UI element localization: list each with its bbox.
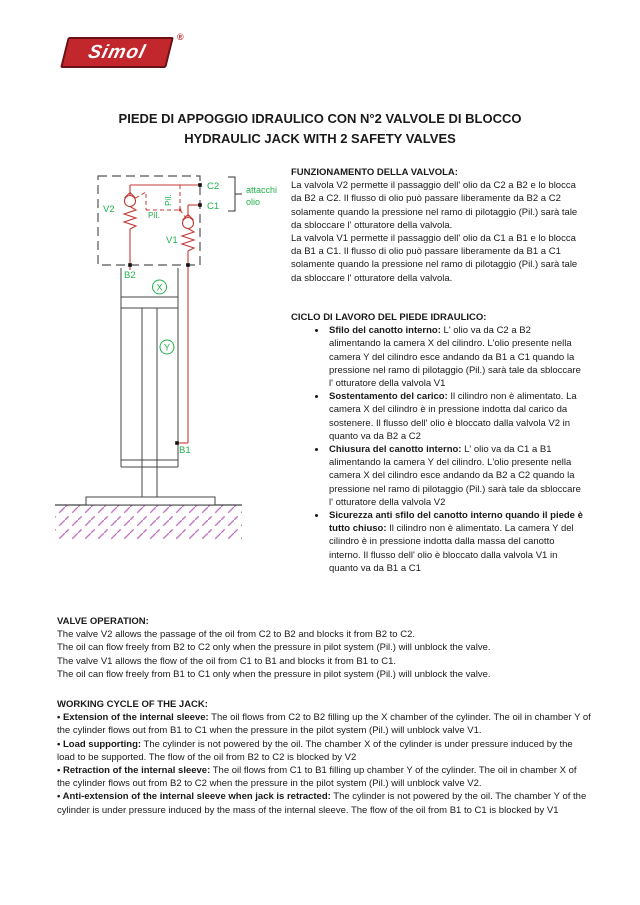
ground-hatching	[55, 505, 242, 541]
label-c1: C1	[207, 201, 220, 212]
v2-spring	[124, 207, 136, 230]
list-item: • Load supporting: The cylinder is not powered by the oil. The chamber X of the cylinder is under pressure induced by the load to be supported. The flow of the oil from B2 to C2 is blocked by V2	[57, 738, 573, 763]
list-item: • Extension of the internal sleeve: The oil flows from C2 to B2 filling up the X chamber of the cylinder. The oil in chamber Y of the cylinder flows out from B1 to C1 when the pressure in the pilot system (Pil.) will unblock valve V1.	[57, 712, 591, 737]
v1-spring	[182, 229, 194, 252]
pilot-junction-dot	[179, 209, 182, 212]
simol-logo	[60, 37, 174, 68]
c1-port-dot	[198, 203, 202, 207]
label-attacchi: attacchi	[246, 185, 278, 195]
cylinder-body	[121, 268, 178, 497]
v1-port-dot	[186, 263, 190, 267]
page-title-italian: PIEDE DI APPOGGIO IDRAULICO CON N°2 VALVOLE DI BLOCCO	[118, 111, 522, 126]
valve-operation-line: The oil can flow freely from B2 to C2 only when the pressure in pilot system (Pil.) will unblock the valve.	[57, 642, 491, 654]
section-funzionamento	[291, 166, 583, 285]
funzionamento-heading: FUNZIONAMENTO DELLA VALVOLA:	[291, 167, 458, 178]
funzionamento-body-1: La valvola V2 permette il passaggio dell' olio da C2 a B2 e lo blocca da B2 a C2. Il flusso di olio può passare liberamente da B2 a C2 solamente quando la pressione nel ramo di pilotaggio (Pil.) sarà tale da sbloccare l' otturatore della valvola.	[291, 180, 578, 231]
b2-port-dot	[128, 263, 132, 267]
label-olio: olio	[246, 197, 261, 207]
list-item: • Sfilo del canotto interno: L' olio va da C2 a B2 alimentando la camera X del cilindro. L'olio presente nella camera Y del cilindro esce andando da B1 a C1 quando la pressione nel ramo di pilotaggio (Pil.) sarà tale da sbloccare l' otturatore della valvola V1	[327, 324, 583, 390]
label-c2: C2	[207, 181, 220, 192]
valve-operation-line: The valve V1 allows the flow of the oil from C1 to B1 and blocks it from B1 to C1.	[57, 655, 396, 667]
funzionamento-body-2: La valvola V1 permette il passaggio dell' olio da C1 a B1 e lo blocca da B1 a C1. Il flusso di olio può passare liberamente da B1 a C1 solamente quando la pressione nel ramo di pilotaggio (Pil.) sarà tale da sbloccare l' otturatore della valvola.	[291, 233, 578, 284]
page-title	[0, 109, 640, 149]
pilot-lines	[136, 185, 187, 218]
registered-trademark-icon: ®	[177, 32, 184, 42]
valve-operation-line: The oil can flow freely from B1 to C1 only when the pressure in pilot system (Pil.) will unblock the valve.	[57, 668, 491, 680]
working-cycle-heading: WORKING CYCLE OF THE JACK:	[57, 699, 208, 710]
label-pil-vertical: Pil.	[163, 194, 173, 206]
label-b2: B2	[124, 270, 136, 281]
section-valve-operation	[57, 615, 592, 681]
ciclo-heading: CICLO DI LAVORO DEL PIEDE IDRAULICO:	[291, 312, 487, 323]
list-item: • Chiusura del canotto interno: L' olio va da C1 a B1 alimentando la camera Y del cilindro. L'olio presente nella camera X del cilindro esce andando da B2 a C2 quando la pressione nel ramo di pilotaggio (Pil.) sarà tale da sbloccare l' otturatore della valvola V2	[327, 443, 583, 509]
label-v2: V2	[103, 204, 115, 215]
list-item: • Retraction of the internal sleeve: The oil flows from C1 to B1 filling up chamber Y of the cylinder. The oil in chamber X of the cylinder flows out from B2 to C2 when the pressure in the pilot system (Pil.) will unblock valve V2.	[57, 765, 577, 790]
hydraulic-jack-diagram	[50, 160, 300, 560]
simol-logo-text: Simol	[86, 42, 148, 63]
section-working-cycle	[57, 698, 592, 817]
valve-operation-heading: VALVE OPERATION:	[57, 616, 149, 627]
label-pil: Pil.	[148, 210, 160, 220]
base-plate	[86, 497, 215, 505]
valve-operation-line: The valve V2 allows the passage of the oil from C2 to B2 and blocks it from B2 to C2.	[57, 629, 416, 641]
label-b1: B1	[179, 445, 191, 456]
list-item: • Sicurezza anti sfilo del canotto interno quando il piede è tutto chiuso: Il cilindro non è alimentato. La camera Y del cilindro è in pressione indotta dalla massa del canotto interno. Il flusso dell' olio è bloccato dalla valvola V1 in quanto va da B1 a C1	[327, 509, 583, 575]
label-y-chamber: Y	[163, 342, 171, 353]
list-item: • Anti-extension of the internal sleeve when jack is retracted: The cylinder is not powered by the oil. The chamber Y of the cylinder is under pressure induced by the mass of the internal sleeve. The flow of the oil from B1 to C1 is blocked by V1	[57, 791, 587, 816]
section-ciclo	[291, 311, 583, 575]
c2-port-dot	[198, 183, 202, 187]
label-x-chamber: X	[156, 282, 163, 293]
label-v1: V1	[166, 235, 178, 246]
ciclo-bullet-list	[291, 324, 583, 575]
oil-connections-bracket	[228, 177, 242, 211]
list-item: • Sostentamento del carico: Il cilindro non è alimentato. La camera X del cilindro è in pressione indotta dal carico da sostenere. Il flusso dell' olio è bloccato dalla valvola V2 in quanto va da B2 a C2	[327, 390, 583, 443]
page-title-english: HYDRAULIC JACK WITH 2 SAFETY VALVES	[184, 131, 456, 146]
